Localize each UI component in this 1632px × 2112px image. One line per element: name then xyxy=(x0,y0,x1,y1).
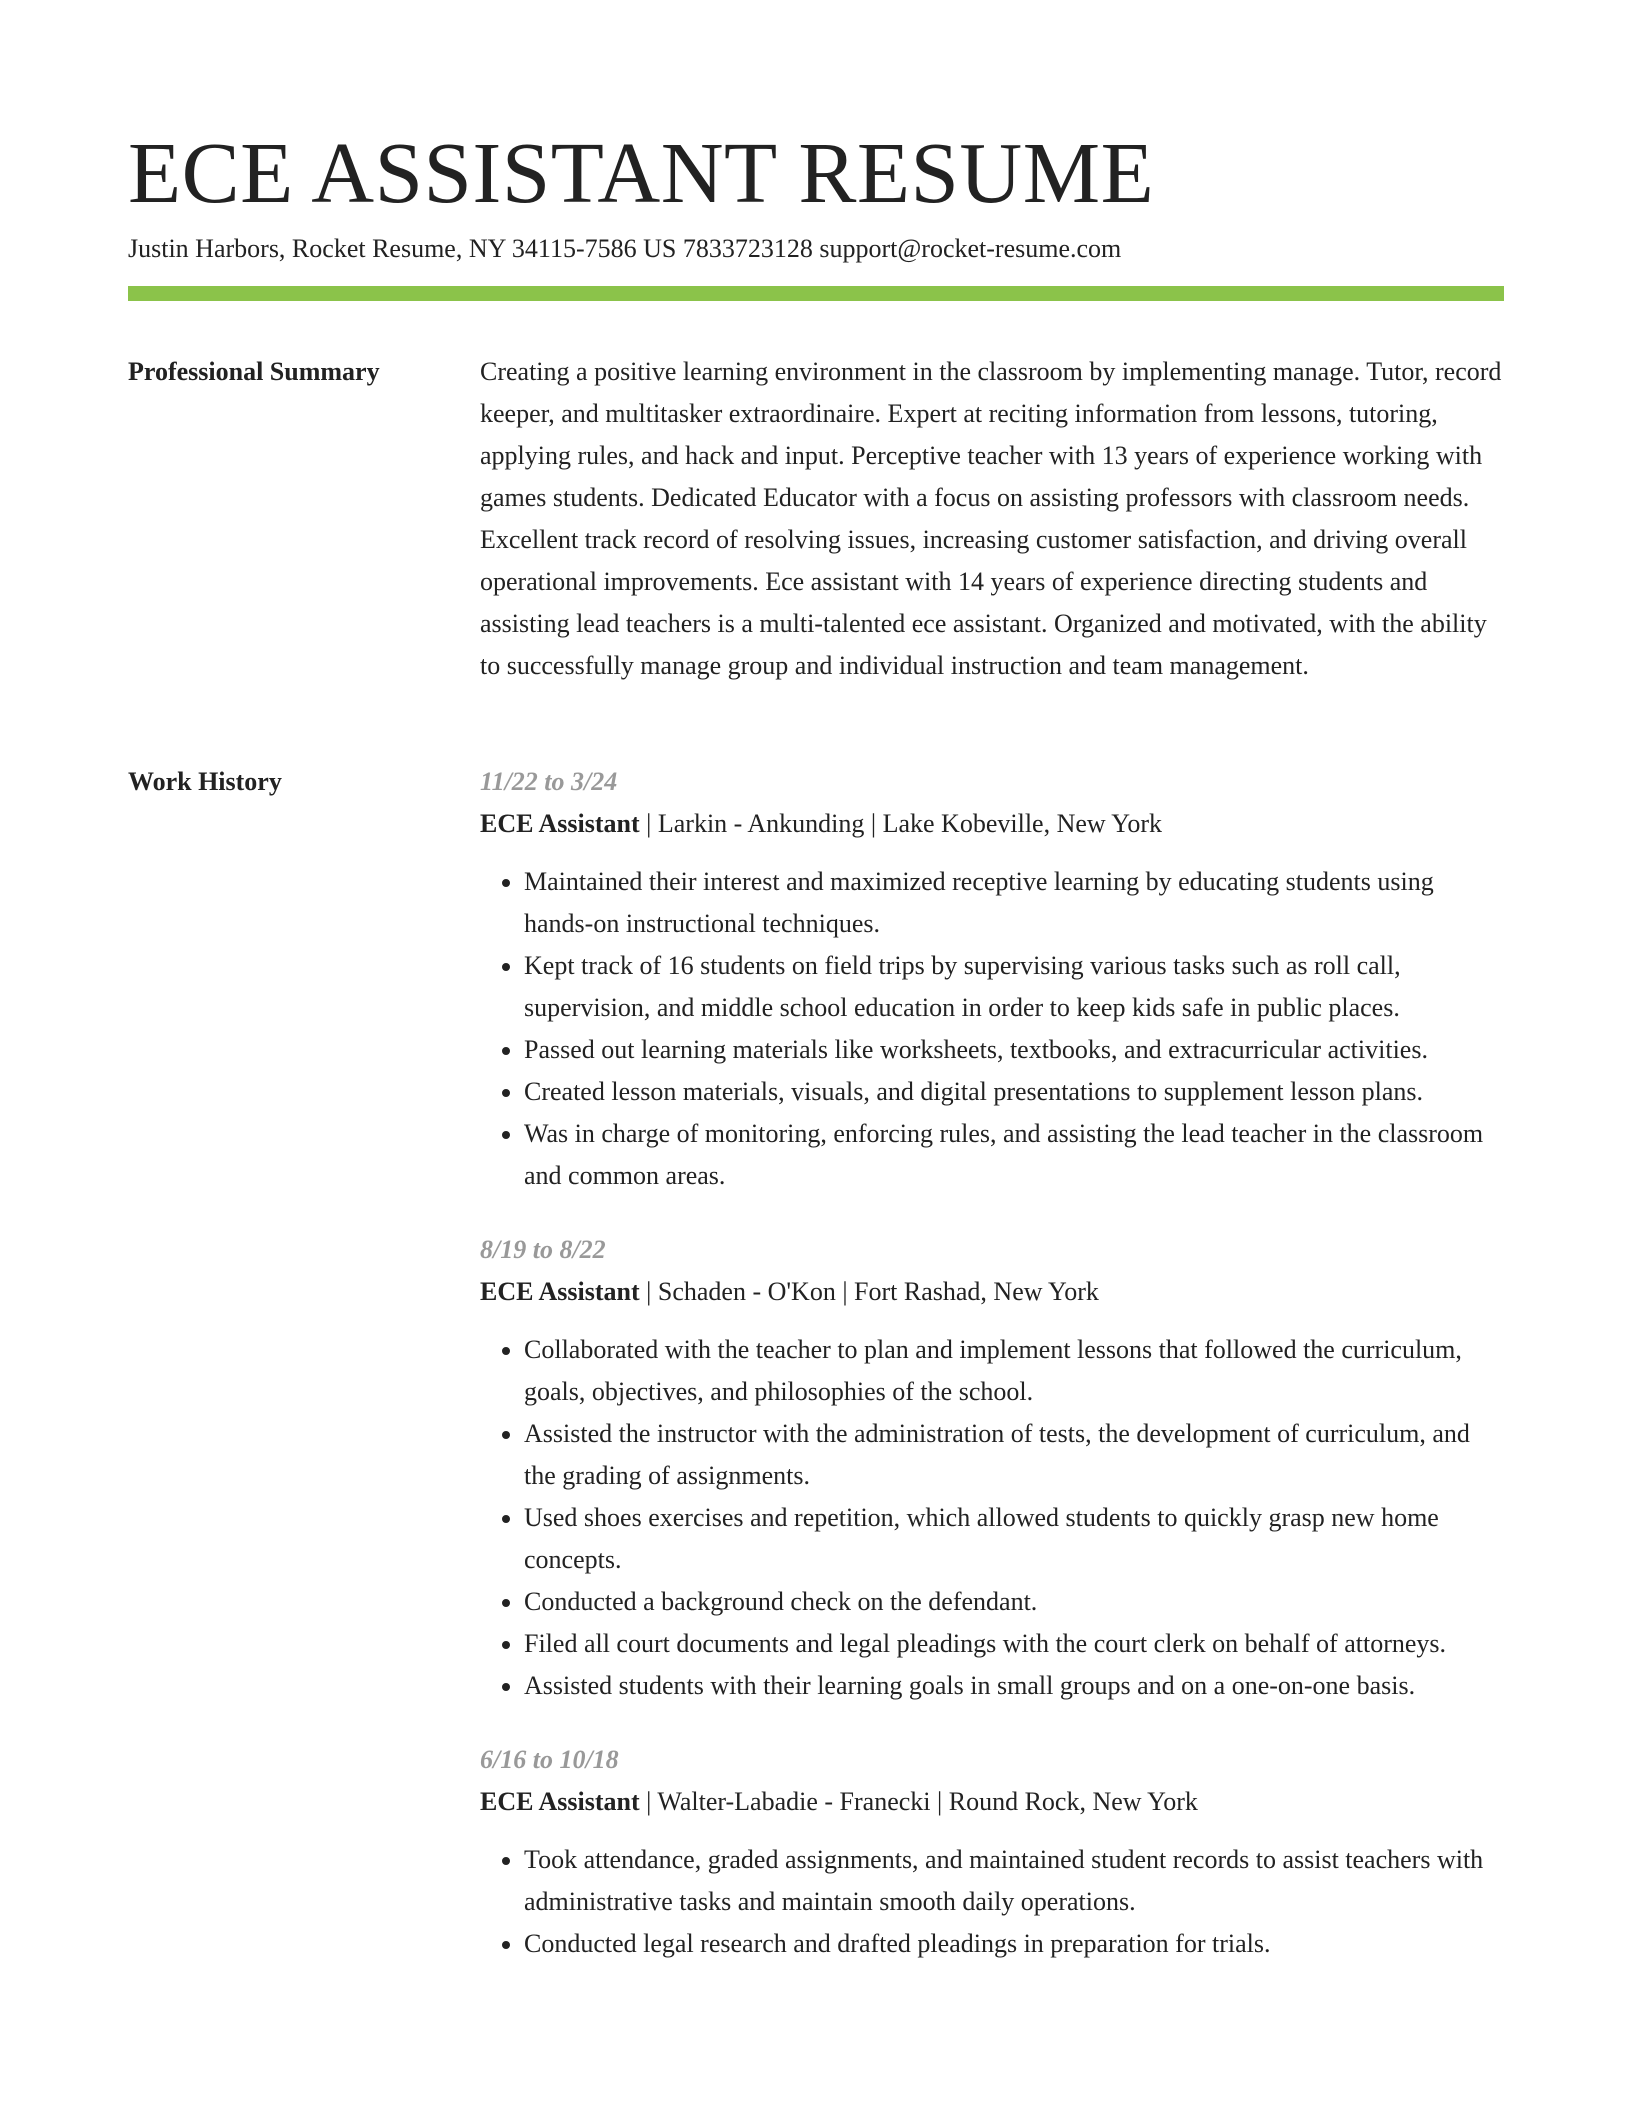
job-bullets xyxy=(480,1839,1506,1965)
job-employer-location: | Walter-Labadie - Franecki | Round Rock, New York xyxy=(639,1787,1198,1816)
bullet-item: • Conducted legal research and drafted pleadings in preparation for trials. xyxy=(524,1923,1506,1965)
bullet-item: • Assisted students with their learning goals in small groups and on a one-on-one basis. xyxy=(524,1665,1506,1707)
job-entry xyxy=(480,1229,1506,1707)
summary-section xyxy=(480,351,1506,687)
summary-text: Creating a positive learning environment in the classroom by implementing manage. Tutor, record keeper, and multitasker extraordinaire. Expert at reciting information from lessons, tutoring, applying rules, and hack and input. Perceptive teacher with 13 years of experience working with games students. Dedicated Educator with a focus on assisting professors with classroom needs. Excellent track record of resolving issues, increasing customer satisfaction, and driving overall operational improvements. Ece assistant with 14 years of experience directing students and assisting lead teachers is a multi-talented ece assistant. Organized and motivated, with the ability to successfully manage group and individual instruction and team management. xyxy=(480,357,1502,680)
job-dates: 6/16 to 10/18 xyxy=(480,1745,619,1774)
work-history-label: Work History xyxy=(128,767,282,796)
bullet-item: • Conducted a background check on the defendant. xyxy=(524,1581,1506,1623)
job-entry xyxy=(480,761,1506,1197)
job-bullets xyxy=(480,861,1506,1197)
job-bullets xyxy=(480,1329,1506,1707)
bullet-item: • Collaborated with the teacher to plan and implement lessons that followed the curriculum, goals, objectives, and philosophies of the school. xyxy=(524,1329,1506,1413)
contact-info: Justin Harbors, Rocket Resume, NY 34115-7586 US 7833723128 support@rocket-resume.com xyxy=(128,234,1122,263)
job-title: ECE Assistant xyxy=(480,1787,640,1816)
bullet-item: • Kept track of 16 students on field trips by supervising various tasks such as roll call, supervision, and middle school education in order to keep kids safe in public places. xyxy=(524,945,1506,1029)
bullet-item: • Created lesson materials, visuals, and digital presentations to supplement lesson plans. xyxy=(524,1071,1506,1113)
bullet-item: • Took attendance, graded assignments, and maintained student records to assist teachers with administrative tasks and maintain smooth daily operations. xyxy=(524,1839,1506,1923)
header-divider xyxy=(128,286,1504,301)
job-employer-location: | Schaden - O'Kon | Fort Rashad, New York xyxy=(639,1277,1099,1306)
work-history-section xyxy=(480,761,1506,1997)
job-title: ECE Assistant xyxy=(480,1277,640,1306)
summary-label: Professional Summary xyxy=(128,357,380,386)
job-title: ECE Assistant xyxy=(480,809,640,838)
job-dates: 11/22 to 3/24 xyxy=(480,767,618,796)
job-entry xyxy=(480,1739,1506,1965)
job-employer-location: | Larkin - Ankunding | Lake Kobeville, New York xyxy=(639,809,1163,838)
job-heading xyxy=(480,1271,1506,1313)
bullet-item: • Passed out learning materials like worksheets, textbooks, and extracurricular activities. xyxy=(524,1029,1506,1071)
bullet-item: • Filed all court documents and legal pleadings with the court clerk on behalf of attorneys. xyxy=(524,1623,1506,1665)
resume-title: ECE ASSISTANT RESUME xyxy=(128,124,1155,221)
job-heading xyxy=(480,803,1506,845)
job-heading xyxy=(480,1781,1506,1823)
bullet-item: • Was in charge of monitoring, enforcing rules, and assisting the lead teacher in the classroom and common areas. xyxy=(524,1113,1506,1197)
bullet-item: • Maintained their interest and maximized receptive learning by educating students using hands-on instructional techniques. xyxy=(524,861,1506,945)
job-dates: 8/19 to 8/22 xyxy=(480,1235,606,1264)
bullet-item: • Assisted the instructor with the administration of tests, the development of curriculum, and the grading of assignments. xyxy=(524,1413,1506,1497)
bullet-item: • Used shoes exercises and repetition, which allowed students to quickly grasp new home concepts. xyxy=(524,1497,1506,1581)
